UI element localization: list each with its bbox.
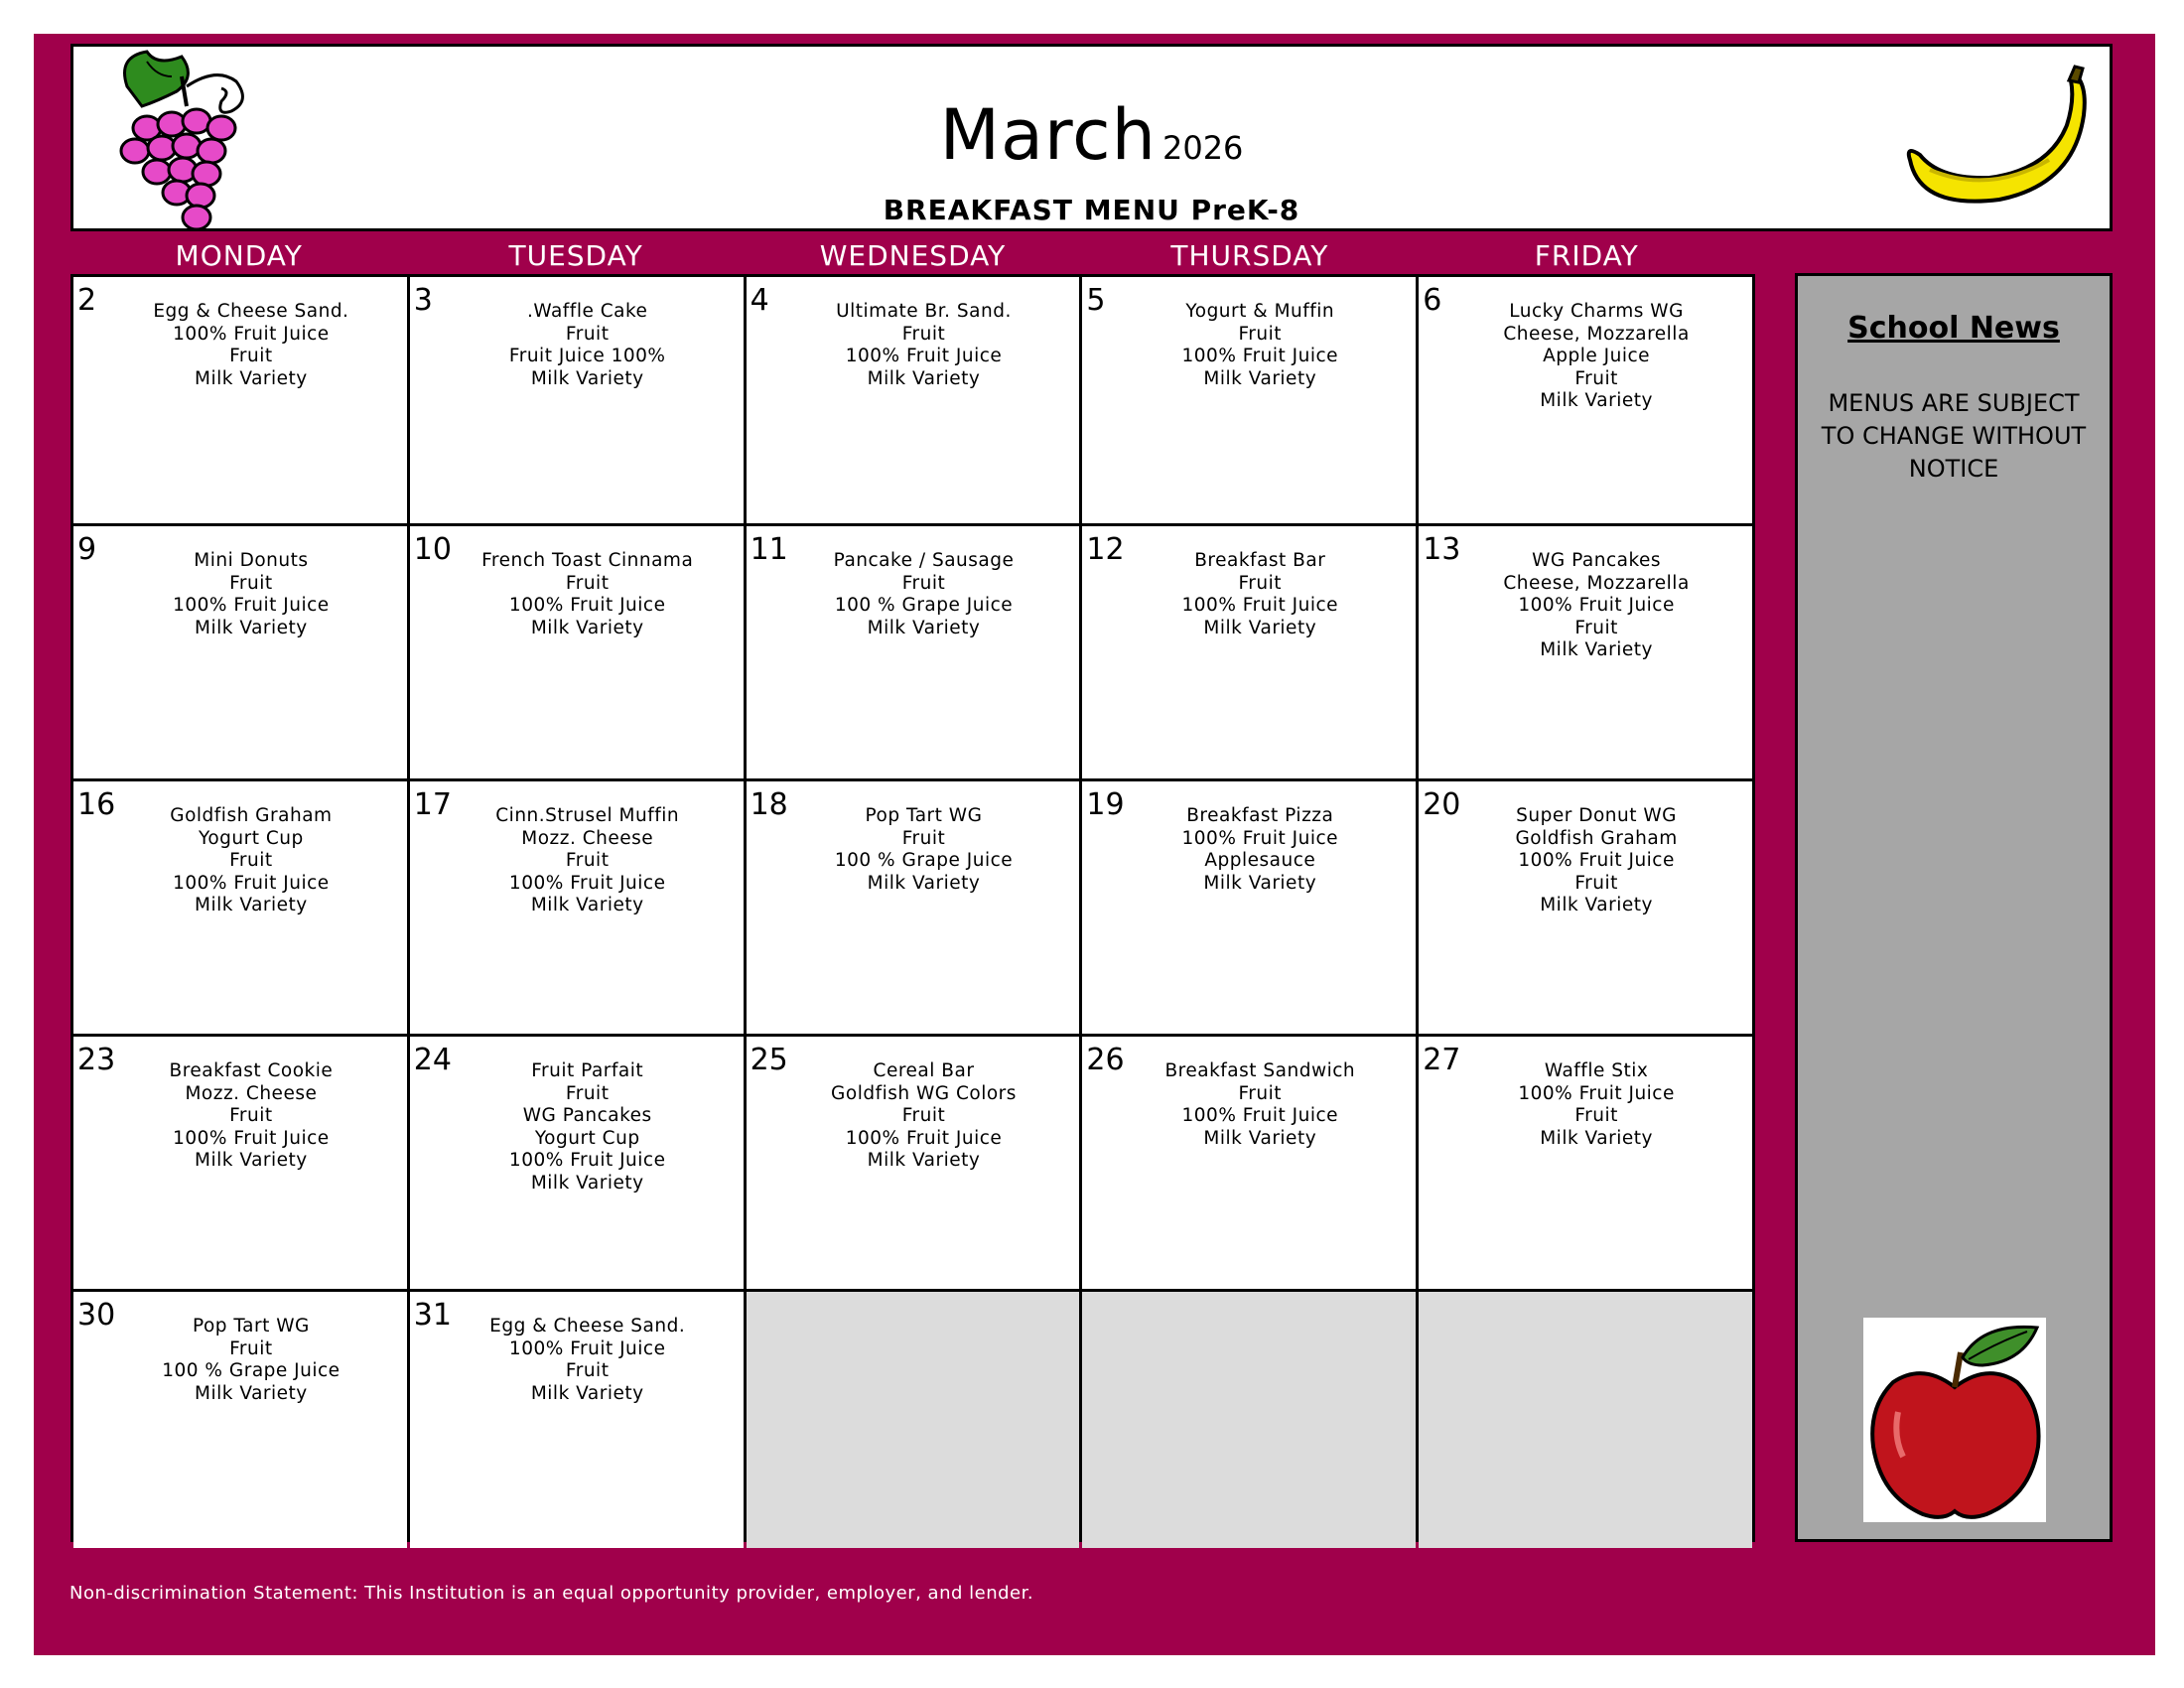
menu-item: Fruit	[229, 850, 273, 871]
menu-items	[1082, 1060, 1416, 1150]
menu-item: Goldfish WG Colors	[831, 1082, 1017, 1104]
menu-items	[410, 301, 744, 390]
menu-item: 100% Fruit Juice	[508, 872, 666, 894]
menu-item: WG Pancakes	[522, 1105, 652, 1126]
menu-item: Fruit	[1574, 367, 1618, 389]
menu-item: Fruit	[901, 1105, 946, 1126]
day-number: 5	[1086, 283, 1106, 318]
weekday-wednesday: WEDNESDAY	[819, 239, 1007, 272]
apple-image	[1863, 1318, 2046, 1522]
menu-item: Lucky Charms WG	[1509, 301, 1684, 322]
menu-item: Milk Variety	[867, 1150, 981, 1171]
menu-items	[1419, 1060, 1752, 1150]
menu-item: 100 % Grape Juice	[834, 850, 1014, 871]
menu-item: 100% Fruit Juice	[173, 1127, 330, 1149]
day-cell	[1419, 526, 1752, 778]
day-cell	[1082, 277, 1416, 523]
month-label: March	[939, 94, 1157, 176]
menu-item: Milk Variety	[867, 617, 981, 638]
day-cell	[747, 526, 1080, 778]
menu-item: Fruit	[565, 572, 610, 594]
menu-item: Fruit	[1574, 872, 1618, 894]
day-cell	[1419, 277, 1752, 523]
menu-items	[1082, 550, 1416, 639]
menu-item: Cheese, Mozzarella	[1503, 572, 1690, 594]
day-number: 3	[413, 283, 433, 318]
day-number: 24	[413, 1043, 452, 1077]
menu-item: Egg & Cheese Sand.	[153, 301, 349, 322]
menu-items	[1082, 301, 1416, 390]
menu-items	[73, 301, 407, 390]
menu-item: 100% Fruit Juice	[1518, 1082, 1675, 1104]
day-number: 23	[77, 1043, 116, 1077]
news-line: TO CHANGE WITHOUT	[1821, 422, 2087, 450]
menu-item: Cereal Bar	[873, 1060, 975, 1081]
menu-item: Fruit	[1238, 572, 1283, 594]
menu-item: Milk Variety	[1203, 872, 1317, 894]
day-cell	[410, 277, 744, 523]
menu-items	[1419, 805, 1752, 917]
menu-item: Milk Variety	[530, 367, 644, 389]
menu-item: Fruit	[901, 572, 946, 594]
weekday-header-row	[70, 238, 1755, 274]
menu-item: Ultimate Br. Sand.	[836, 301, 1012, 322]
menu-item: Milk Variety	[530, 1382, 644, 1404]
menu-item: Mozz. Cheese	[521, 827, 654, 849]
day-number: 4	[750, 283, 769, 318]
menu-item: Milk Variety	[195, 1382, 308, 1404]
empty-day-cell	[1082, 1292, 1416, 1548]
menu-item: Fruit	[229, 1105, 273, 1126]
news-line: MENUS ARE SUBJECT	[1828, 389, 2080, 417]
menu-item: Milk Variety	[867, 872, 981, 894]
day-number: 31	[413, 1298, 452, 1333]
menu-item: Fruit	[229, 346, 273, 366]
menu-item: Pancake / Sausage	[833, 550, 1015, 571]
menu-items	[1419, 550, 1752, 662]
menu-item: 100% Fruit Juice	[1181, 827, 1339, 849]
menu-item: Cinn.Strusel Muffin	[495, 805, 680, 826]
day-cell	[1419, 781, 1752, 1034]
weekday-tuesday: TUESDAY	[508, 239, 643, 272]
school-news-body	[1808, 387, 2100, 486]
menu-item: Breakfast Pizza	[1186, 805, 1334, 826]
day-number: 25	[750, 1043, 788, 1077]
menu-item: Milk Variety	[1540, 895, 1653, 915]
day-number: 30	[77, 1298, 116, 1333]
menu-items	[1419, 301, 1752, 413]
menu-item: Fruit	[1574, 617, 1618, 638]
menu-item: 100% Fruit Juice	[1518, 595, 1675, 616]
menu-item: 100% Fruit Juice	[173, 872, 330, 894]
calendar-header	[70, 44, 2113, 231]
menu-item: 100% Fruit Juice	[1181, 595, 1339, 616]
menu-items	[747, 1060, 1080, 1173]
apple-icon	[1863, 1318, 2046, 1522]
menu-item: Fruit	[901, 827, 946, 849]
day-cell	[73, 781, 407, 1034]
day-cell	[410, 1037, 744, 1289]
menu-item: 100% Fruit Juice	[173, 595, 330, 616]
menu-items	[747, 301, 1080, 390]
menu-item: Fruit	[565, 850, 610, 871]
menu-subtitle: BREAKFAST MENU PreK-8	[883, 194, 1300, 226]
menu-item: Milk Variety	[1540, 390, 1653, 411]
menu-item: 100% Fruit Juice	[1181, 346, 1339, 366]
menu-items	[73, 550, 407, 639]
menu-item: Waffle Stix	[1544, 1060, 1649, 1081]
menu-item: Milk Variety	[867, 367, 981, 389]
school-news-title: School News	[1847, 311, 2060, 346]
menu-item: 100% Fruit Juice	[173, 323, 330, 345]
day-cell	[73, 526, 407, 778]
day-cell	[747, 277, 1080, 523]
menu-item: Milk Variety	[195, 367, 308, 389]
day-number: 19	[1086, 787, 1125, 822]
menu-item: Cheese, Mozzarella	[1503, 323, 1690, 345]
weekday-thursday: THURSDAY	[1170, 239, 1329, 272]
day-number: 16	[77, 787, 116, 822]
day-number: 27	[1423, 1043, 1461, 1077]
weekday-friday: FRIDAY	[1534, 239, 1639, 272]
menu-items	[410, 1316, 744, 1405]
news-line: NOTICE	[1908, 455, 1999, 483]
day-cell	[410, 1292, 744, 1548]
menu-item: Pop Tart WG	[192, 1316, 310, 1336]
non-discrimination-statement: Non-discrimination Statement: This Institution is an equal opportunity provider, employer, and lender.	[69, 1583, 1034, 1604]
menu-item: 100% Fruit Juice	[508, 1337, 666, 1359]
menu-item: 100% Fruit Juice	[1181, 1105, 1339, 1126]
menu-item: 100% Fruit Juice	[845, 346, 1003, 366]
school-news-panel	[1795, 273, 2113, 1542]
menu-item: Milk Variety	[1540, 1127, 1653, 1149]
day-cell	[73, 1037, 407, 1289]
menu-item: Milk Variety	[530, 1172, 644, 1194]
menu-item: WG Pancakes	[1532, 550, 1662, 571]
menu-item: Yogurt Cup	[199, 827, 304, 849]
day-number: 13	[1423, 532, 1461, 567]
day-cell	[1082, 526, 1416, 778]
menu-items	[410, 550, 744, 639]
menu-item: Milk Variety	[195, 1150, 308, 1171]
menu-items	[410, 1060, 744, 1195]
menu-item: Applesauce	[1204, 850, 1316, 871]
menu-item: Fruit	[565, 323, 610, 345]
menu-item: Fruit	[1238, 1082, 1283, 1104]
menu-item: Milk Variety	[530, 617, 644, 638]
menu-item: Fruit	[229, 1337, 273, 1359]
day-cell	[73, 277, 407, 523]
empty-day-cell	[1419, 1292, 1752, 1548]
day-number: 17	[413, 787, 452, 822]
menu-item: Milk Variety	[195, 617, 308, 638]
menu-item: 100% Fruit Juice	[1518, 850, 1675, 871]
menu-item: Milk Variety	[195, 895, 308, 915]
calendar-grid	[70, 274, 1755, 1542]
menu-items	[1082, 805, 1416, 895]
day-cell	[73, 1292, 407, 1548]
day-number: 12	[1086, 532, 1125, 567]
menu-item: Fruit Parfait	[531, 1060, 644, 1081]
day-number: 6	[1423, 283, 1442, 318]
menu-item: Fruit	[901, 323, 946, 345]
menu-item: Yogurt & Muffin	[1185, 301, 1335, 322]
menu-item: Breakfast Cookie	[169, 1060, 334, 1081]
menu-item: Fruit	[1238, 323, 1283, 345]
empty-day-cell	[747, 1292, 1080, 1548]
menu-item: 100% Fruit Juice	[508, 595, 666, 616]
menu-item: Milk Variety	[1203, 1127, 1317, 1149]
day-cell	[1082, 781, 1416, 1034]
day-cell	[747, 1037, 1080, 1289]
day-number: 2	[77, 283, 97, 318]
calendar-title	[73, 94, 2110, 176]
menu-items	[747, 550, 1080, 639]
weekday-monday: MONDAY	[175, 239, 303, 272]
menu-item: Goldfish Graham	[1515, 827, 1678, 849]
day-cell	[747, 781, 1080, 1034]
menu-item: .Waffle Cake	[526, 301, 648, 322]
menu-item: Milk Variety	[1540, 639, 1653, 660]
menu-items	[410, 805, 744, 917]
menu-item: Mozz. Cheese	[185, 1082, 318, 1104]
menu-item: 100% Fruit Juice	[845, 1127, 1003, 1149]
menu-item: Milk Variety	[530, 895, 644, 915]
menu-item: Egg & Cheese Sand.	[489, 1316, 686, 1336]
menu-item: Breakfast Bar	[1194, 550, 1326, 571]
menu-item: French Toast Cinnama	[481, 550, 694, 571]
day-cell	[1082, 1037, 1416, 1289]
menu-item: Apple Juice	[1543, 346, 1651, 366]
menu-item: Fruit	[565, 1360, 610, 1381]
banana-icon	[1890, 61, 2099, 219]
menu-items	[73, 805, 407, 917]
day-cell	[410, 526, 744, 778]
menu-items	[747, 805, 1080, 895]
day-number: 11	[750, 532, 788, 567]
day-cell	[1419, 1037, 1752, 1289]
day-number: 20	[1423, 787, 1461, 822]
year-label: 2026	[1161, 129, 1244, 167]
day-number: 26	[1086, 1043, 1125, 1077]
menu-item: Fruit	[1574, 1105, 1618, 1126]
menu-item: Yogurt Cup	[534, 1127, 640, 1149]
menu-item: Milk Variety	[1203, 617, 1317, 638]
day-number: 10	[413, 532, 452, 567]
menu-item: 100 % Grape Juice	[834, 595, 1014, 616]
menu-item: 100 % Grape Juice	[162, 1360, 341, 1381]
menu-items	[73, 1316, 407, 1405]
menu-item: Mini Donuts	[194, 550, 309, 571]
menu-item: Milk Variety	[1203, 367, 1317, 389]
day-number: 9	[77, 532, 97, 567]
menu-item: Super Donut WG	[1516, 805, 1678, 826]
menu-item: Fruit Juice 100%	[508, 346, 666, 366]
day-cell	[410, 781, 744, 1034]
menu-item: Fruit	[565, 1082, 610, 1104]
day-number: 18	[750, 787, 788, 822]
menu-item: Pop Tart WG	[865, 805, 983, 826]
menu-items	[73, 1060, 407, 1173]
menu-item: Breakfast Sandwich	[1164, 1060, 1356, 1081]
menu-item: 100% Fruit Juice	[508, 1150, 666, 1171]
menu-item: Fruit	[229, 572, 273, 594]
menu-item: Goldfish Graham	[170, 805, 333, 826]
